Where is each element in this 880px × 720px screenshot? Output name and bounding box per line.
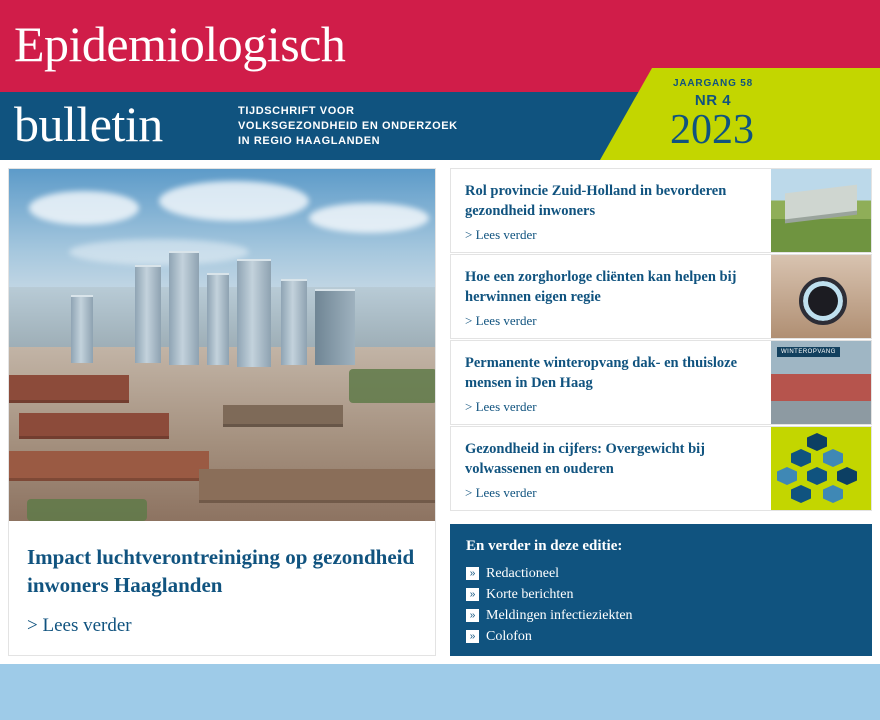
further-list-item[interactable] [466,563,856,584]
hexagon-shape [807,467,827,485]
hexagon-shape [791,485,811,503]
hero-read-more-link[interactable]: > Lees verder [27,615,132,636]
cloud-shape [69,239,249,265]
cloud-shape [309,203,429,233]
volume-label: JAARGANG 58 [673,78,753,89]
further-list-item[interactable] [466,584,856,605]
skyscraper-shape [237,259,271,367]
article-card-title: Gezondheid in cijfers: Overgewicht bij volwassenen en ouderen [465,441,706,477]
hero-title: Impact luchtverontreiniging op gezondheid inwoners Haaglanden [27,545,415,597]
hexagon-shape [791,449,811,467]
publication-subtitle [238,104,458,149]
further-title: En verder in deze editie: [466,538,623,554]
article-card-text [465,439,765,501]
article-thumbnail-provinciehuis [771,169,871,252]
article-card-title: Permanente winteropvang dak- en thuisloze mensen in Den Haag [465,355,738,391]
masthead [0,0,880,160]
hexagon-cluster [771,427,871,510]
further-item-label: Meldingen infectieziekten [486,608,633,623]
further-list-item[interactable] [466,605,856,626]
hexagon-shape [807,433,827,451]
hexagon-shape [823,485,843,503]
article-card[interactable] [450,426,872,511]
chevron-right-icon: » [466,588,479,601]
chevron-right-icon: » [466,609,479,622]
article-card[interactable] [450,254,872,339]
article-thumbnail-infographic [771,427,871,510]
further-list-item[interactable] [466,626,856,647]
cloud-shape [29,191,139,225]
cloud-shape [159,181,309,221]
article-card-read-more-link[interactable]: > Lees verder [465,313,537,328]
rooftop-row [9,375,129,403]
park-area [27,499,147,521]
article-card-list [450,168,872,511]
subtitle-line-3: IN REGIO HAAGLANDEN [238,135,381,147]
hexagon-shape [837,467,857,485]
hexagon-shape [823,449,843,467]
issue-number: NR 4 [694,92,732,109]
subtitle-line-1: TIJDSCHRIFT VOOR [238,105,355,117]
park-area [349,369,436,403]
chevron-right-icon: » [466,567,479,580]
article-thumbnail-smartwatch [771,255,871,338]
hero-article[interactable] [8,168,436,656]
article-card-read-more-link[interactable]: > Lees verder [465,227,537,242]
article-card-read-more-link[interactable]: > Lees verder [465,399,537,414]
article-card-title: Rol provincie Zuid-Holland in bevorderen gezondheid inwoners [465,183,727,219]
rooftop-row [223,405,343,427]
article-card-text [465,267,765,329]
hero-image [9,169,436,521]
publication-title-line1: Epidemiologisch [14,16,346,72]
article-card-read-more-link[interactable]: > Lees verder [465,485,537,500]
chevron-right-icon: » [466,630,479,643]
rooftop-row [199,469,436,503]
further-in-this-edition [450,524,872,656]
skyscraper-shape [135,265,161,363]
skyscraper-shape [207,273,229,365]
article-thumbnail-winteropvang [771,341,871,424]
article-card-text [465,181,765,243]
hero-text-block [9,521,435,637]
skyscraper-shape [169,251,199,365]
publication-title-line2: bulletin [14,96,163,152]
article-card-text [465,353,765,415]
subtitle-line-2: VOLKSGEZONDHEID EN ONDERZOEK [238,120,458,132]
article-card-title: Hoe een zorghorloge cliënten kan helpen bij herwinnen eigen regie [465,269,737,305]
skyscraper-shape [281,279,307,365]
further-item-label: Korte berichten [486,587,574,602]
rooftop-row [19,413,169,439]
article-card[interactable] [450,168,872,253]
issue-year: 2023 [670,107,754,153]
article-card[interactable] [450,340,872,425]
hexagon-shape [777,467,797,485]
skyscraper-shape [315,289,355,365]
skyscraper-shape [71,295,93,363]
rooftop-row [9,451,209,481]
further-item-label: Colofon [486,629,532,644]
further-item-label: Redactioneel [486,566,560,581]
